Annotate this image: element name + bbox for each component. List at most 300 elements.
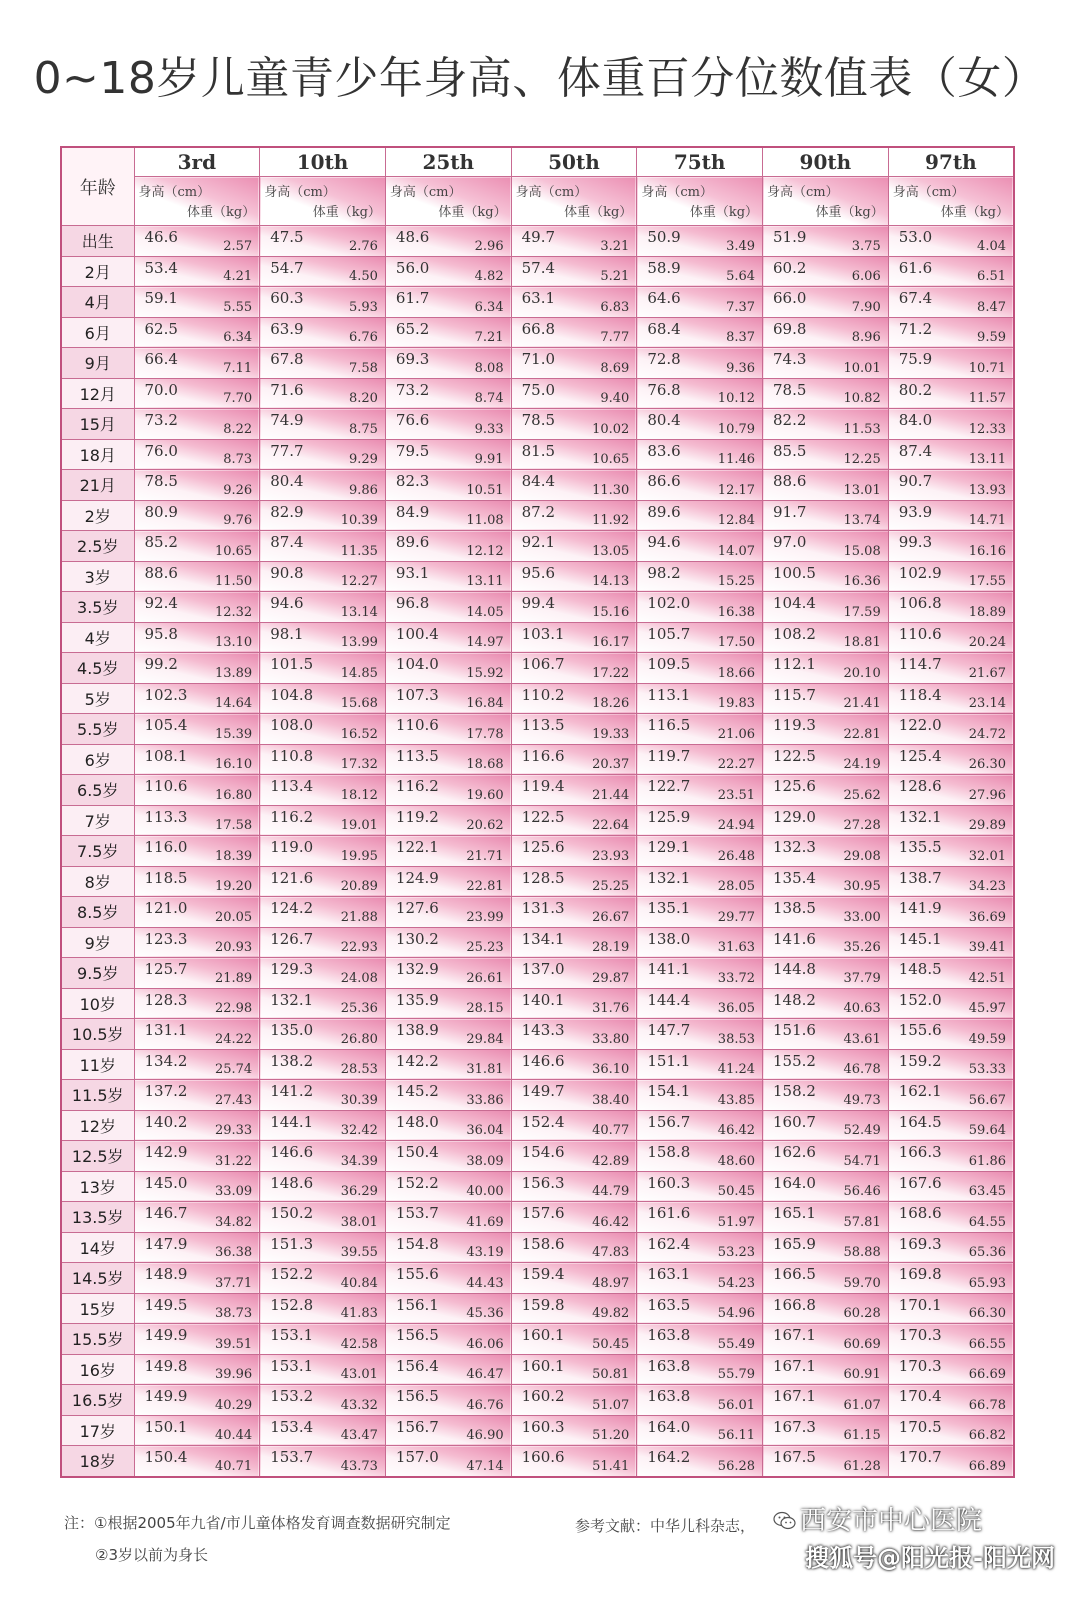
measurement-cell <box>134 409 260 440</box>
height-value: 152.4 <box>521 1112 565 1131</box>
height-value: 47.5 <box>270 228 304 246</box>
height-value: 79.5 <box>395 441 430 460</box>
measurement-cell <box>888 988 1014 1019</box>
measurement-cell <box>888 226 1014 257</box>
height-value: 131.3 <box>521 899 565 917</box>
measurement-cell <box>888 317 1014 348</box>
height-value: 113.3 <box>144 807 188 826</box>
measurement-cell <box>134 714 260 745</box>
height-value: 119.3 <box>773 716 816 734</box>
measurement-cell <box>888 714 1014 745</box>
measurement-cell <box>511 1354 637 1385</box>
weight-value: 12.27 <box>340 574 378 589</box>
height-value: 149.5 <box>144 1295 188 1314</box>
measurement-cell <box>511 531 637 562</box>
age-column-header: 年龄 <box>61 147 134 226</box>
weight-value: 20.24 <box>968 635 1006 650</box>
table-row <box>61 1080 1014 1111</box>
height-value: 99.2 <box>144 655 178 673</box>
measurement-cell <box>385 409 511 440</box>
measurement-cell <box>763 805 889 836</box>
table-row <box>61 378 1014 409</box>
measurement-cell <box>134 805 260 836</box>
measurement-cell <box>763 287 889 318</box>
measurement-cell <box>888 409 1014 440</box>
measurement-cell <box>511 897 637 928</box>
height-value: 75.0 <box>521 380 556 399</box>
weight-value: 34.82 <box>214 1214 253 1230</box>
weight-value: 43.32 <box>340 1397 378 1413</box>
weight-value: 24.22 <box>214 1031 253 1047</box>
measurement-cell <box>637 1354 763 1385</box>
weight-value: 23.51 <box>717 787 756 803</box>
height-label: 身高（cm） <box>892 185 965 200</box>
measurement-cell <box>888 378 1014 409</box>
measurement-cell <box>637 622 763 653</box>
measurement-cell <box>637 775 763 806</box>
measurement-cell <box>385 592 511 623</box>
height-value: 160.6 <box>521 1448 565 1466</box>
height-value: 105.4 <box>144 716 188 734</box>
measurement-cell <box>134 775 260 806</box>
weight-value: 34.39 <box>340 1153 378 1169</box>
measurement-cell <box>511 378 637 409</box>
age-cell: 6月 <box>61 317 134 348</box>
measurement-cell <box>260 1110 386 1141</box>
weight-value: 16.10 <box>214 757 253 772</box>
weight-value: 22.81 <box>843 726 881 742</box>
height-value: 156.3 <box>521 1173 565 1192</box>
measurement-cell <box>385 1446 511 1477</box>
measurement-cell <box>763 378 889 409</box>
weight-value: 38.73 <box>214 1306 253 1321</box>
weight-value: 31.76 <box>592 1001 630 1016</box>
weight-value: 8.20 <box>348 391 378 406</box>
weight-value: 20.93 <box>214 940 253 955</box>
height-value: 162.6 <box>773 1143 816 1161</box>
height-value: 87.4 <box>270 533 304 551</box>
watermark-source: 搜狐号@阳光报-阳光网 <box>805 1544 1055 1572</box>
height-value: 48.6 <box>395 228 430 246</box>
measurement-cell <box>134 683 260 714</box>
age-cell: 9月 <box>61 348 134 379</box>
measurement-cell <box>511 958 637 989</box>
weight-value: 27.28 <box>843 818 881 833</box>
height-value: 170.3 <box>898 1356 942 1375</box>
age-cell: 15月 <box>61 409 134 440</box>
height-value: 104.8 <box>270 685 314 704</box>
measurement-cell <box>134 1446 260 1477</box>
table-row <box>61 836 1014 867</box>
age-cell: 15岁 <box>61 1293 134 1324</box>
age-cell: 12月 <box>61 378 134 409</box>
height-value: 116.2 <box>270 807 314 826</box>
weight-value: 13.89 <box>214 665 253 681</box>
weight-value: 14.07 <box>717 543 756 559</box>
height-value: 109.5 <box>647 655 691 673</box>
weight-value: 19.83 <box>717 696 756 711</box>
weight-value: 21.88 <box>340 909 378 925</box>
weight-value: 19.33 <box>592 726 630 742</box>
height-value: 156.4 <box>395 1356 439 1375</box>
measurement-cell <box>888 866 1014 897</box>
measurement-cell <box>888 653 1014 684</box>
weight-value: 7.90 <box>851 299 881 315</box>
measurement-cell <box>888 1446 1014 1477</box>
weight-value: 11.35 <box>340 543 378 559</box>
table-row <box>61 531 1014 562</box>
height-value: 106.7 <box>521 655 565 673</box>
height-value: 129.0 <box>773 807 816 826</box>
measurement-cell <box>763 1019 889 1050</box>
height-value: 62.5 <box>144 319 178 338</box>
height-value: 110.2 <box>521 685 565 704</box>
age-cell: 9.5岁 <box>61 958 134 989</box>
height-value: 148.2 <box>773 990 816 1009</box>
measurement-cell <box>888 348 1014 379</box>
height-value: 148.5 <box>898 960 942 978</box>
measurement-cell <box>511 1232 637 1263</box>
height-value: 170.7 <box>898 1448 942 1466</box>
height-value: 141.1 <box>647 960 691 978</box>
height-value: 167.1 <box>773 1326 816 1344</box>
weight-value: 17.78 <box>466 726 504 742</box>
weight-value: 50.45 <box>592 1336 630 1352</box>
weight-value: 8.74 <box>474 391 504 406</box>
height-value: 145.2 <box>395 1082 439 1100</box>
height-value: 154.6 <box>521 1143 565 1161</box>
weight-value: 17.59 <box>843 604 881 620</box>
height-value: 152.8 <box>270 1295 314 1314</box>
weight-value: 40.84 <box>340 1275 378 1291</box>
age-cell: 10岁 <box>61 988 134 1019</box>
height-value: 88.6 <box>773 472 807 490</box>
measurement-cell <box>763 500 889 531</box>
measurement-cell <box>763 653 889 684</box>
height-value: 132.1 <box>647 868 691 887</box>
height-value: 63.1 <box>521 289 556 307</box>
height-value: 167.6 <box>898 1173 942 1192</box>
height-value: 143.3 <box>521 1021 565 1039</box>
measurement-cell <box>637 561 763 592</box>
age-cell: 17岁 <box>61 1415 134 1446</box>
weight-value: 8.73 <box>223 452 253 467</box>
height-value: 99.4 <box>521 594 556 612</box>
weight-value: 3.75 <box>851 238 881 254</box>
height-value: 84.4 <box>521 472 556 490</box>
weight-value: 33.80 <box>592 1031 630 1047</box>
measurement-cell <box>260 744 386 775</box>
weight-value: 32.01 <box>968 848 1006 864</box>
height-value: 92.4 <box>144 594 178 612</box>
height-value: 141.6 <box>773 929 816 948</box>
height-value: 110.6 <box>898 624 942 643</box>
height-value: 78.5 <box>773 380 807 399</box>
measurement-cell <box>888 531 1014 562</box>
weight-value: 26.61 <box>466 970 504 986</box>
height-value: 125.6 <box>773 777 816 795</box>
table-row <box>61 470 1014 501</box>
height-weight-label-cell <box>763 177 889 226</box>
measurement-cell <box>511 927 637 958</box>
weight-value: 5.21 <box>600 269 630 284</box>
measurement-cell <box>385 775 511 806</box>
height-weight-label-cell <box>888 177 1014 226</box>
weight-value: 37.71 <box>214 1275 253 1291</box>
measurement-cell <box>511 256 637 287</box>
weight-value: 13.99 <box>340 635 378 650</box>
table-row <box>61 226 1014 257</box>
measurement-cell <box>888 1049 1014 1080</box>
measurement-cell <box>637 378 763 409</box>
measurement-cell <box>888 470 1014 501</box>
height-value: 155.6 <box>395 1265 439 1283</box>
measurement-cell <box>637 897 763 928</box>
weight-value: 7.11 <box>223 360 253 376</box>
measurement-cell <box>385 622 511 653</box>
measurement-cell <box>134 256 260 287</box>
measurement-cell <box>763 1232 889 1263</box>
height-value: 107.3 <box>395 685 439 704</box>
height-label: 身高（cm） <box>389 185 462 200</box>
age-cell: 2.5岁 <box>61 531 134 562</box>
height-value: 61.6 <box>898 258 933 277</box>
age-cell: 10.5岁 <box>61 1019 134 1050</box>
age-cell: 3.5岁 <box>61 592 134 623</box>
height-value: 122.5 <box>773 746 816 765</box>
weight-value: 9.36 <box>726 360 756 376</box>
height-value: 170.1 <box>898 1295 942 1314</box>
height-value: 85.5 <box>773 441 807 460</box>
weight-value: 7.58 <box>348 360 378 376</box>
measurement-cell <box>385 1202 511 1233</box>
table-row <box>61 958 1014 989</box>
table-row <box>61 683 1014 714</box>
measurement-cell <box>385 714 511 745</box>
measurement-cell <box>888 1019 1014 1050</box>
weight-value: 2.57 <box>223 238 253 254</box>
height-value: 150.4 <box>144 1448 188 1466</box>
height-value: 82.3 <box>395 472 430 490</box>
measurement-cell <box>385 1110 511 1141</box>
height-value: 137.2 <box>144 1082 188 1100</box>
measurement-cell <box>385 226 511 257</box>
measurement-cell <box>888 1202 1014 1233</box>
height-value: 153.1 <box>270 1356 314 1375</box>
height-value: 64.6 <box>647 289 681 307</box>
height-value: 135.1 <box>647 899 691 917</box>
age-cell: 8岁 <box>61 866 134 897</box>
height-value: 108.1 <box>144 746 188 765</box>
height-value: 113.4 <box>270 777 314 795</box>
age-cell: 15.5岁 <box>61 1324 134 1355</box>
weight-value: 8.22 <box>223 421 253 437</box>
weight-value: 56.67 <box>968 1092 1006 1108</box>
weight-value: 36.05 <box>717 1001 756 1016</box>
table-row <box>61 653 1014 684</box>
age-cell: 5.5岁 <box>61 714 134 745</box>
height-value: 82.9 <box>270 502 304 521</box>
height-value: 76.8 <box>647 380 681 399</box>
height-value: 159.8 <box>521 1295 565 1314</box>
measurement-cell <box>888 744 1014 775</box>
weight-value: 9.40 <box>600 391 630 406</box>
weight-value: 12.32 <box>214 604 253 620</box>
height-value: 152.2 <box>270 1265 314 1283</box>
measurement-cell <box>637 714 763 745</box>
height-value: 153.2 <box>270 1387 314 1405</box>
height-value: 146.6 <box>521 1051 565 1070</box>
measurement-cell <box>260 439 386 470</box>
measurement-cell <box>763 714 889 745</box>
weight-value: 14.05 <box>466 604 504 620</box>
height-value: 128.5 <box>521 868 565 887</box>
height-value: 81.5 <box>521 441 556 460</box>
measurement-cell <box>260 1171 386 1202</box>
table-row <box>61 1049 1014 1080</box>
age-cell: 6岁 <box>61 744 134 775</box>
weight-value: 40.29 <box>214 1397 253 1413</box>
table-row <box>61 500 1014 531</box>
weight-value: 33.09 <box>214 1184 253 1199</box>
weight-value: 11.50 <box>214 574 253 589</box>
measurement-cell <box>888 622 1014 653</box>
measurement-cell <box>511 1324 637 1355</box>
weight-value: 51.41 <box>592 1458 630 1474</box>
weight-value: 52.49 <box>843 1123 881 1138</box>
weight-value: 27.96 <box>968 787 1006 803</box>
weight-value: 66.82 <box>968 1428 1006 1443</box>
height-value: 106.8 <box>898 594 942 612</box>
measurement-cell <box>888 805 1014 836</box>
measurement-cell <box>888 500 1014 531</box>
table-row <box>61 348 1014 379</box>
measurement-cell <box>763 561 889 592</box>
height-value: 80.4 <box>270 472 304 490</box>
weight-value: 14.97 <box>466 635 504 650</box>
measurement-cell <box>763 958 889 989</box>
age-cell: 6.5岁 <box>61 775 134 806</box>
height-value: 57.4 <box>521 258 556 277</box>
weight-value: 11.30 <box>592 482 630 498</box>
height-value: 156.7 <box>647 1112 691 1131</box>
measurement-cell <box>511 1110 637 1141</box>
height-value: 148.9 <box>144 1265 188 1283</box>
weight-value: 46.78 <box>843 1062 881 1077</box>
height-value: 87.4 <box>898 441 933 460</box>
weight-value: 7.37 <box>726 299 756 315</box>
weight-value: 28.53 <box>340 1062 378 1077</box>
measurement-cell <box>511 439 637 470</box>
weight-value: 17.32 <box>340 757 378 772</box>
measurement-cell <box>637 988 763 1019</box>
measurement-cell <box>134 500 260 531</box>
weight-value: 10.51 <box>466 482 504 498</box>
height-value: 87.2 <box>521 502 556 521</box>
weight-value: 26.30 <box>968 757 1006 772</box>
measurement-cell <box>763 1202 889 1233</box>
weight-value: 56.01 <box>717 1397 756 1413</box>
weight-value: 21.41 <box>843 696 881 711</box>
measurement-cell <box>511 1141 637 1172</box>
height-value: 145.1 <box>898 929 942 948</box>
weight-value: 19.01 <box>340 818 378 833</box>
height-value: 170.5 <box>898 1417 942 1436</box>
height-value: 90.7 <box>898 472 933 490</box>
measurement-cell <box>385 1354 511 1385</box>
measurement-cell <box>260 409 386 440</box>
weight-value: 60.91 <box>843 1367 881 1382</box>
height-value: 170.3 <box>898 1326 942 1344</box>
age-cell: 3岁 <box>61 561 134 592</box>
weight-value: 8.08 <box>474 360 504 376</box>
measurement-cell <box>134 317 260 348</box>
measurement-cell <box>637 1293 763 1324</box>
weight-value: 53.23 <box>717 1245 756 1260</box>
weight-value: 9.33 <box>474 421 504 437</box>
weight-value: 24.08 <box>340 970 378 986</box>
measurement-cell <box>260 348 386 379</box>
measurement-cell <box>134 470 260 501</box>
weight-value: 66.30 <box>968 1306 1006 1321</box>
table-row <box>61 1110 1014 1141</box>
height-value: 146.6 <box>270 1143 314 1161</box>
weight-value: 33.72 <box>717 970 756 986</box>
height-value: 125.9 <box>647 807 691 826</box>
weight-value: 23.99 <box>466 909 504 925</box>
measurement-cell <box>763 988 889 1019</box>
height-value: 142.9 <box>144 1143 188 1161</box>
height-value: 167.1 <box>773 1387 816 1405</box>
measurement-cell <box>511 226 637 257</box>
measurement-cell <box>134 988 260 1019</box>
weight-value: 31.22 <box>214 1153 253 1169</box>
measurement-cell <box>385 1171 511 1202</box>
table-row <box>61 927 1014 958</box>
weight-value: 25.74 <box>214 1062 253 1077</box>
height-value: 157.6 <box>521 1204 565 1222</box>
measurement-cell <box>385 287 511 318</box>
measurement-cell <box>511 836 637 867</box>
table-row <box>61 866 1014 897</box>
height-value: 163.8 <box>647 1326 691 1344</box>
weight-value: 11.08 <box>466 513 504 528</box>
weight-value: 12.17 <box>717 482 756 498</box>
weight-value: 13.14 <box>340 604 378 620</box>
weight-value: 45.97 <box>968 1001 1006 1016</box>
weight-value: 14.85 <box>340 665 378 681</box>
weight-value: 46.06 <box>466 1336 504 1352</box>
measurement-cell <box>763 348 889 379</box>
weight-value: 40.71 <box>214 1458 253 1474</box>
weight-value: 10.12 <box>717 391 756 406</box>
measurement-cell <box>888 683 1014 714</box>
measurement-cell <box>511 775 637 806</box>
height-value: 84.0 <box>898 411 933 429</box>
measurement-cell <box>260 592 386 623</box>
weight-value: 38.01 <box>340 1214 378 1230</box>
weight-value: 13.11 <box>466 574 504 589</box>
age-cell: 出生 <box>61 226 134 257</box>
height-value: 151.3 <box>270 1234 314 1253</box>
weight-value: 12.25 <box>843 452 881 467</box>
measurement-cell <box>511 683 637 714</box>
measurement-cell <box>134 1080 260 1111</box>
weight-value: 66.69 <box>968 1367 1006 1382</box>
weight-value: 47.83 <box>592 1245 630 1260</box>
weight-value: 6.76 <box>348 330 378 345</box>
measurement-cell <box>637 256 763 287</box>
